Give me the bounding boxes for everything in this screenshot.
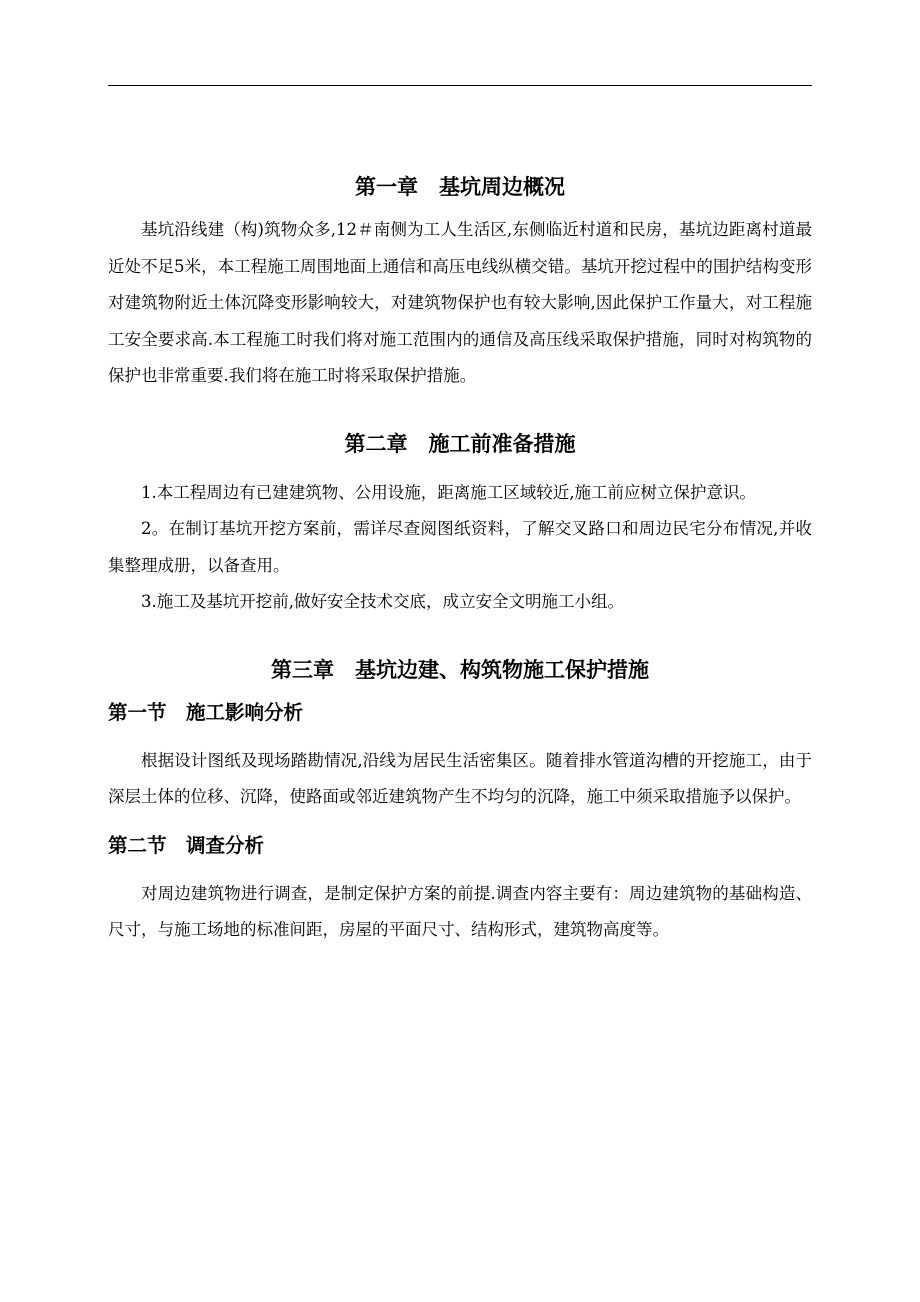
chapter-2-title: 第二章 施工前准备措施: [344, 431, 576, 456]
chapter-2-item-3: 3.施工及基坑开挖前,做好安全技术交底，成立安全文明施工小组。: [141, 592, 624, 611]
chapter-3-title: 第三章 基坑边建、构筑物施工保护措施: [271, 657, 649, 682]
chapter-1-title: 第一章 基坑周边概况: [355, 175, 565, 199]
header-rule: [108, 85, 812, 86]
section-1-title: 第一节 施工影响分析: [108, 700, 304, 724]
document-body: [108, 168, 812, 949]
section-1-paragraph: 根据设计图纸及现场踏勘情况,沿线为居民生活密集区。随着排水管道沟槽的开挖施工，由于深层土体的位移、沉降，使路面或邻近建筑物产生不均匀的沉降，施工中须采取措施予以保护。: [108, 750, 812, 806]
section-2-paragraph: 对周边建筑物进行调查，是制定保护方案的前提.调查内容主要有：周边建筑物的基础构造、尺寸，与施工场地的标准间距，房屋的平面尺寸、结构形式，建筑物高度等。: [108, 883, 812, 939]
chapter-2-item-1: 1.本工程周边有已建建筑物、公用设施，距离施工区域较近,施工前应树立保护意识。: [141, 482, 756, 502]
chapter-1-paragraph: 基坑沿线建（构)筑物众多,12＃南侧为工人生活区,东侧临近村道和民房，基坑边距离村道最近处不足5米，本工程施工周围地面上通信和高压电线纵横交错。基坑开挖过程中的围护结构变形对建筑物附近土体沉降变形影响较大，对建筑物保护也有较大影响,因此保护工作量大，对工程施工安全要求高.本工程施工时我们将对施工范围内的通信及高压线采取保护措施，同时对构筑物的保护也非常重要.我们将在施工时将采取保护措施。: [108, 220, 812, 385]
chapter-2-item-2: 2。在制订基坑开挖方案前，需详尽查阅图纸资料，了解交叉路口和周边民宅分布情况,并收集整理成册，以备查用。: [108, 519, 812, 575]
section-2-title: 第二节 调查分析: [108, 833, 265, 857]
